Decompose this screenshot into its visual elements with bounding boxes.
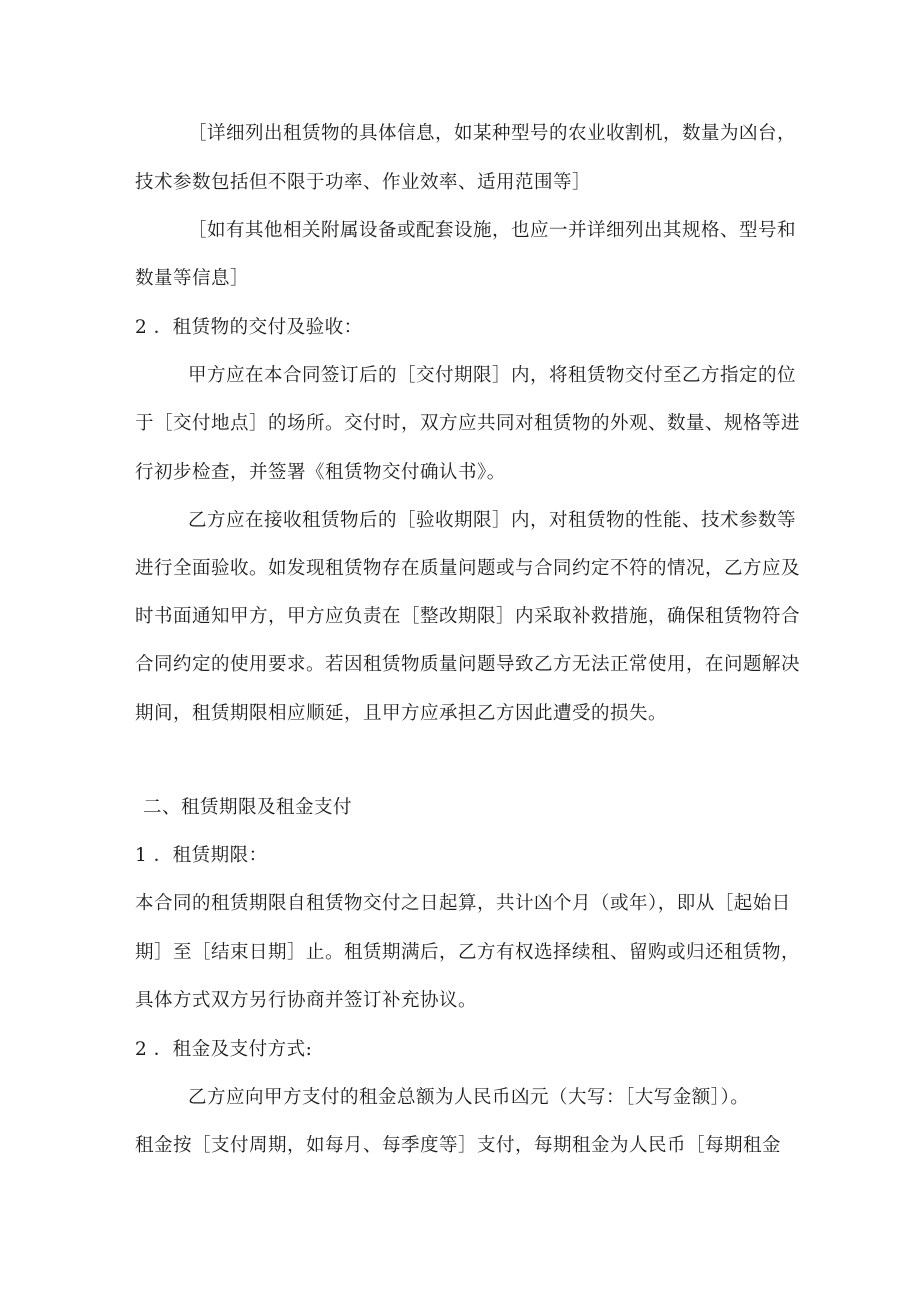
accessory-note-line-2: 数量等信息］ [135, 268, 250, 289]
rent-payment-paragraph-line-2: 租金按［支付周期，如每月、每季度等］支付，每期租金为人民币［每期租金 [135, 1135, 782, 1156]
acceptance-paragraph-line-3: 时书面通知甲方，甲方应负责在［整改期限］内采取补救措施，确保租赁物符合 [135, 606, 801, 627]
delivery-paragraph-line-2: 于［交付地点］的场所。交付时，双方应共同对租赁物的外观、数量、规格等进 [135, 413, 801, 434]
section-title-lease-term-rent: 二、租赁期限及租金支付 [143, 797, 353, 818]
acceptance-paragraph-line-1: 乙方应在接收租赁物后的［验收期限］内，对租赁物的性能、技术参数等 [188, 510, 797, 531]
lease-term-heading: 1 ．租赁期限： [135, 845, 268, 866]
lease-term-paragraph-line-2: 期］至［结束日期］止。租赁期满后，乙方有权选择续租、留购或归还租赁物， [135, 942, 801, 963]
delivery-paragraph-line-1: 甲方应在本合同签订后的［交付期限］内，将租赁物交付至乙方指定的位 [188, 365, 797, 386]
lease-term-paragraph-line-1: 本合同的租赁期限自租赁物交付之日起算，共计凶个月（或年），即从［起始日 [135, 893, 791, 914]
acceptance-paragraph-line-2: 进行全面验收。如发现租赁物存在质量问题或与合同约定不符的情况，乙方应及 [135, 558, 801, 579]
delivery-acceptance-heading: 2 ．租赁物的交付及验收： [135, 317, 363, 338]
lease-term-paragraph-line-3: 具体方式双方另行协商并签订补充协议。 [135, 990, 478, 1011]
rent-payment-heading: 2 ．租金及支付方式: [135, 1039, 313, 1060]
equipment-detail-note-line-2: 技术参数包括但不限于功率、作业效率、适用范围等］ [135, 172, 592, 193]
delivery-paragraph-line-3: 行初步检查，并签署《租赁物交付确认书》。 [135, 462, 506, 483]
rent-payment-paragraph-line-1: 乙方应向甲方支付的租金总额为人民币凶元（大写：［大写金额］）。 [188, 1087, 750, 1108]
acceptance-paragraph-line-5: 期间，租赁期限相应顺延，且甲方应承担乙方因此遭受的损失。 [135, 703, 668, 724]
acceptance-paragraph-line-4: 合同约定的使用要求。若因租赁物质量问题导致乙方无法正常使用，在问题解决 [135, 654, 801, 675]
equipment-detail-note-line-1: ［详细列出租赁物的具体信息，如某种型号的农业收割机，数量为凶台， [188, 123, 797, 144]
accessory-note-line-1: ［如有其他相关附属设备或配套设施，也应一并详细列出其规格、型号和 [188, 220, 797, 241]
